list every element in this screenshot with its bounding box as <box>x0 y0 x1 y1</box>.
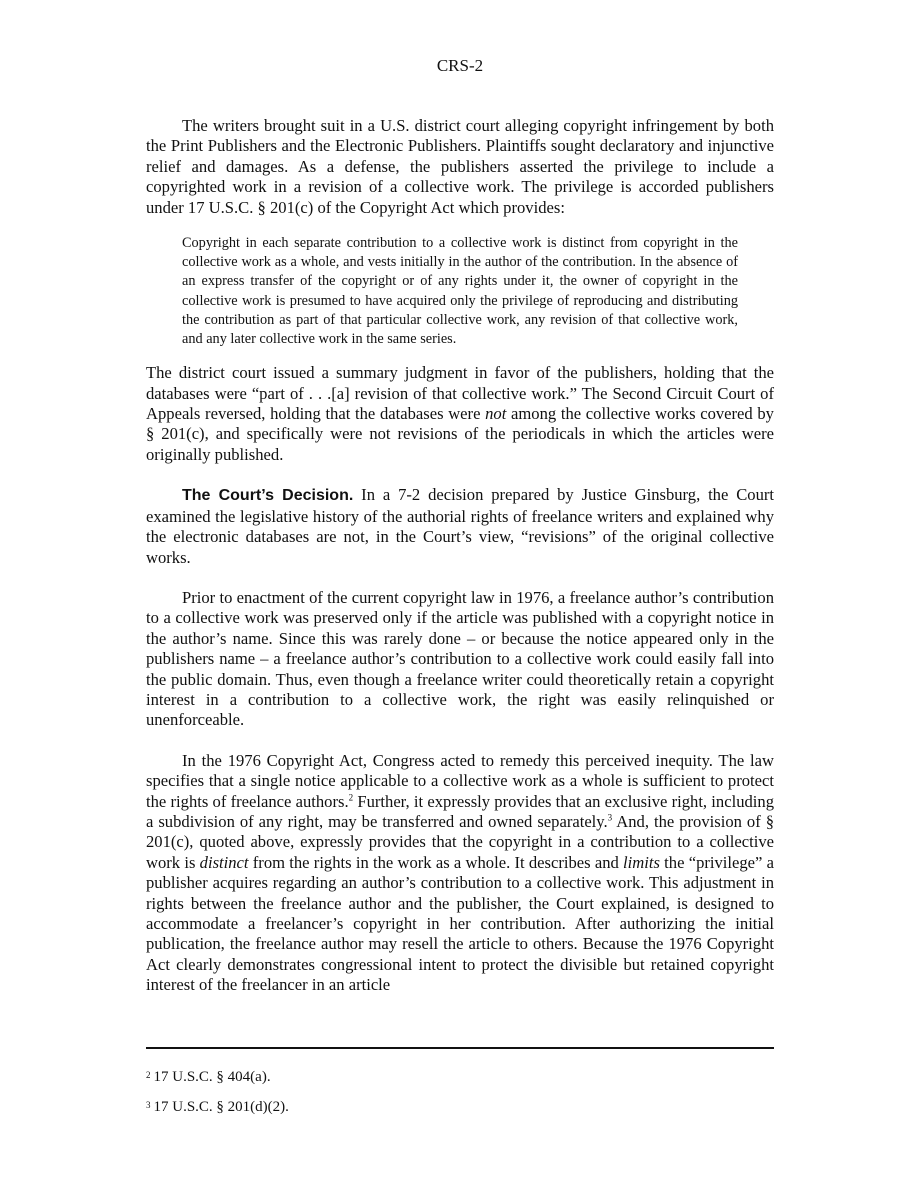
paragraph-1976-act <box>146 751 774 996</box>
footnote-divider <box>146 1047 774 1049</box>
statute-quotation: Copyright in each separate contribution to a collective work is distinct from copyright in the collective work as a whole, and vests initially in the author of the contribution. In the absence of an express transfer of the copyright or of any rights under it, the owner of copyright in the collective work is presumed to have acquired only the privilege of reproducing and distributing the contribution as part of that particular collective work, any revision of that collective work, and any later collective work in the same series. <box>182 235 738 348</box>
paragraph-prior-law: Prior to enactment of the current copyright law in 1976, a freelance author’s contribution to a collective work was preserved only if the article was published with a copyright notice in the author’s name. Since this was rarely done – or because the notice appeared only in the publishers name – a freelance author’s contribution to a collective work could easily fall into the public domain. Thus, even though a freelance writer could theoretically retain a copyright interest in a contribution to a collective work, the right was easily relinquished or unenforceable. <box>146 587 774 730</box>
paragraph-district-court-text-a: The district court issued a summary judgment in favor of the publishers, holding that the databases were “part of . . .[a] revision of that collective work.” The Second Circuit Court of Appeals reversed, holding that the databases were <box>146 363 774 424</box>
paragraph-district-court <box>146 363 774 465</box>
emphasis-limits: limits <box>623 852 660 872</box>
section-heading-courts-decision: The Court’s Decision. <box>182 487 354 505</box>
paragraph-district-court-text-b: among the collective works covered by § 201(c), and specifically were not revisions of the periodicals in which the articles were originally published. <box>146 404 774 464</box>
document-body <box>146 116 774 996</box>
emphasis-not: not <box>485 404 507 424</box>
paragraph-1976-act-text-c: And, the provision of § 201(c), quoted above, expressly provides that the copyright in a contribution to a collective work is <box>146 811 775 872</box>
footnote-2 <box>146 1068 774 1086</box>
paragraph-courts-decision-text: In a 7-2 decision prepared by Justice Ginsburg, the Court examined the legislative history of the authorial rights of freelance writers and explained why the electronic databases are not, in the Court’s view, “revisions” of the original collective works. <box>146 485 775 567</box>
paragraph-1976-act-text-b: Further, it expressly provides that an exclusive right, including a subdivision of any right, may be transferred and owned separately. <box>146 791 774 831</box>
footnote-mark-3: 3 <box>146 1100 151 1110</box>
footnote-ref-2[interactable]: 2 <box>348 792 354 803</box>
paragraph-courts-decision <box>146 485 774 568</box>
paragraph-1976-act-text-e: the “privilege” a publisher acquires regarding an author’s contribution to a collective work. This adjustment in rights between the freelance author and the publisher, the Court explained, is designed to accommodate a freelancer’s copyright in her contribution. After authorizing the initial publication, the freelance author may resell the article to others. Because the 1976 Copyright Act clearly demonstrates congressional intent to protect the divisible but retained copyright interest of the freelancer in an article <box>146 852 775 995</box>
page-number-header: CRS-2 <box>436 56 484 75</box>
footnote-3 <box>146 1098 774 1116</box>
footnote-text-3: 17 U.S.C. § 201(d)(2). <box>153 1099 289 1115</box>
footnote-ref-3[interactable]: 3 <box>607 812 613 823</box>
paragraph-1976-act-text-d: from the rights in the work as a whole. It describes and <box>248 852 624 872</box>
paragraph-1976-act-text-a: In the 1976 Copyright Act, Congress acted to remedy this perceived inequity. The law specifies that a single notice applicable to a collective work as a whole is sufficient to protect the rights of freelance authors. <box>146 750 774 811</box>
emphasis-distinct: distinct <box>199 852 249 872</box>
paragraph-lawsuit: The writers brought suit in a U.S. district court alleging copyright infringement by both the Print Publishers and the Electronic Publishers. Plaintiffs sought declaratory and injunctive relief and damages. As a defense, the publishers asserted the privilege to include a copyrighted work in a revision of a collective work. The privilege is accorded publishers under 17 U.S.C. § 201(c) of the Copyright Act which provides: <box>146 116 774 217</box>
footnote-mark-2: 2 <box>146 1070 151 1080</box>
footnote-text-2: 17 U.S.C. § 404(a). <box>153 1069 271 1085</box>
